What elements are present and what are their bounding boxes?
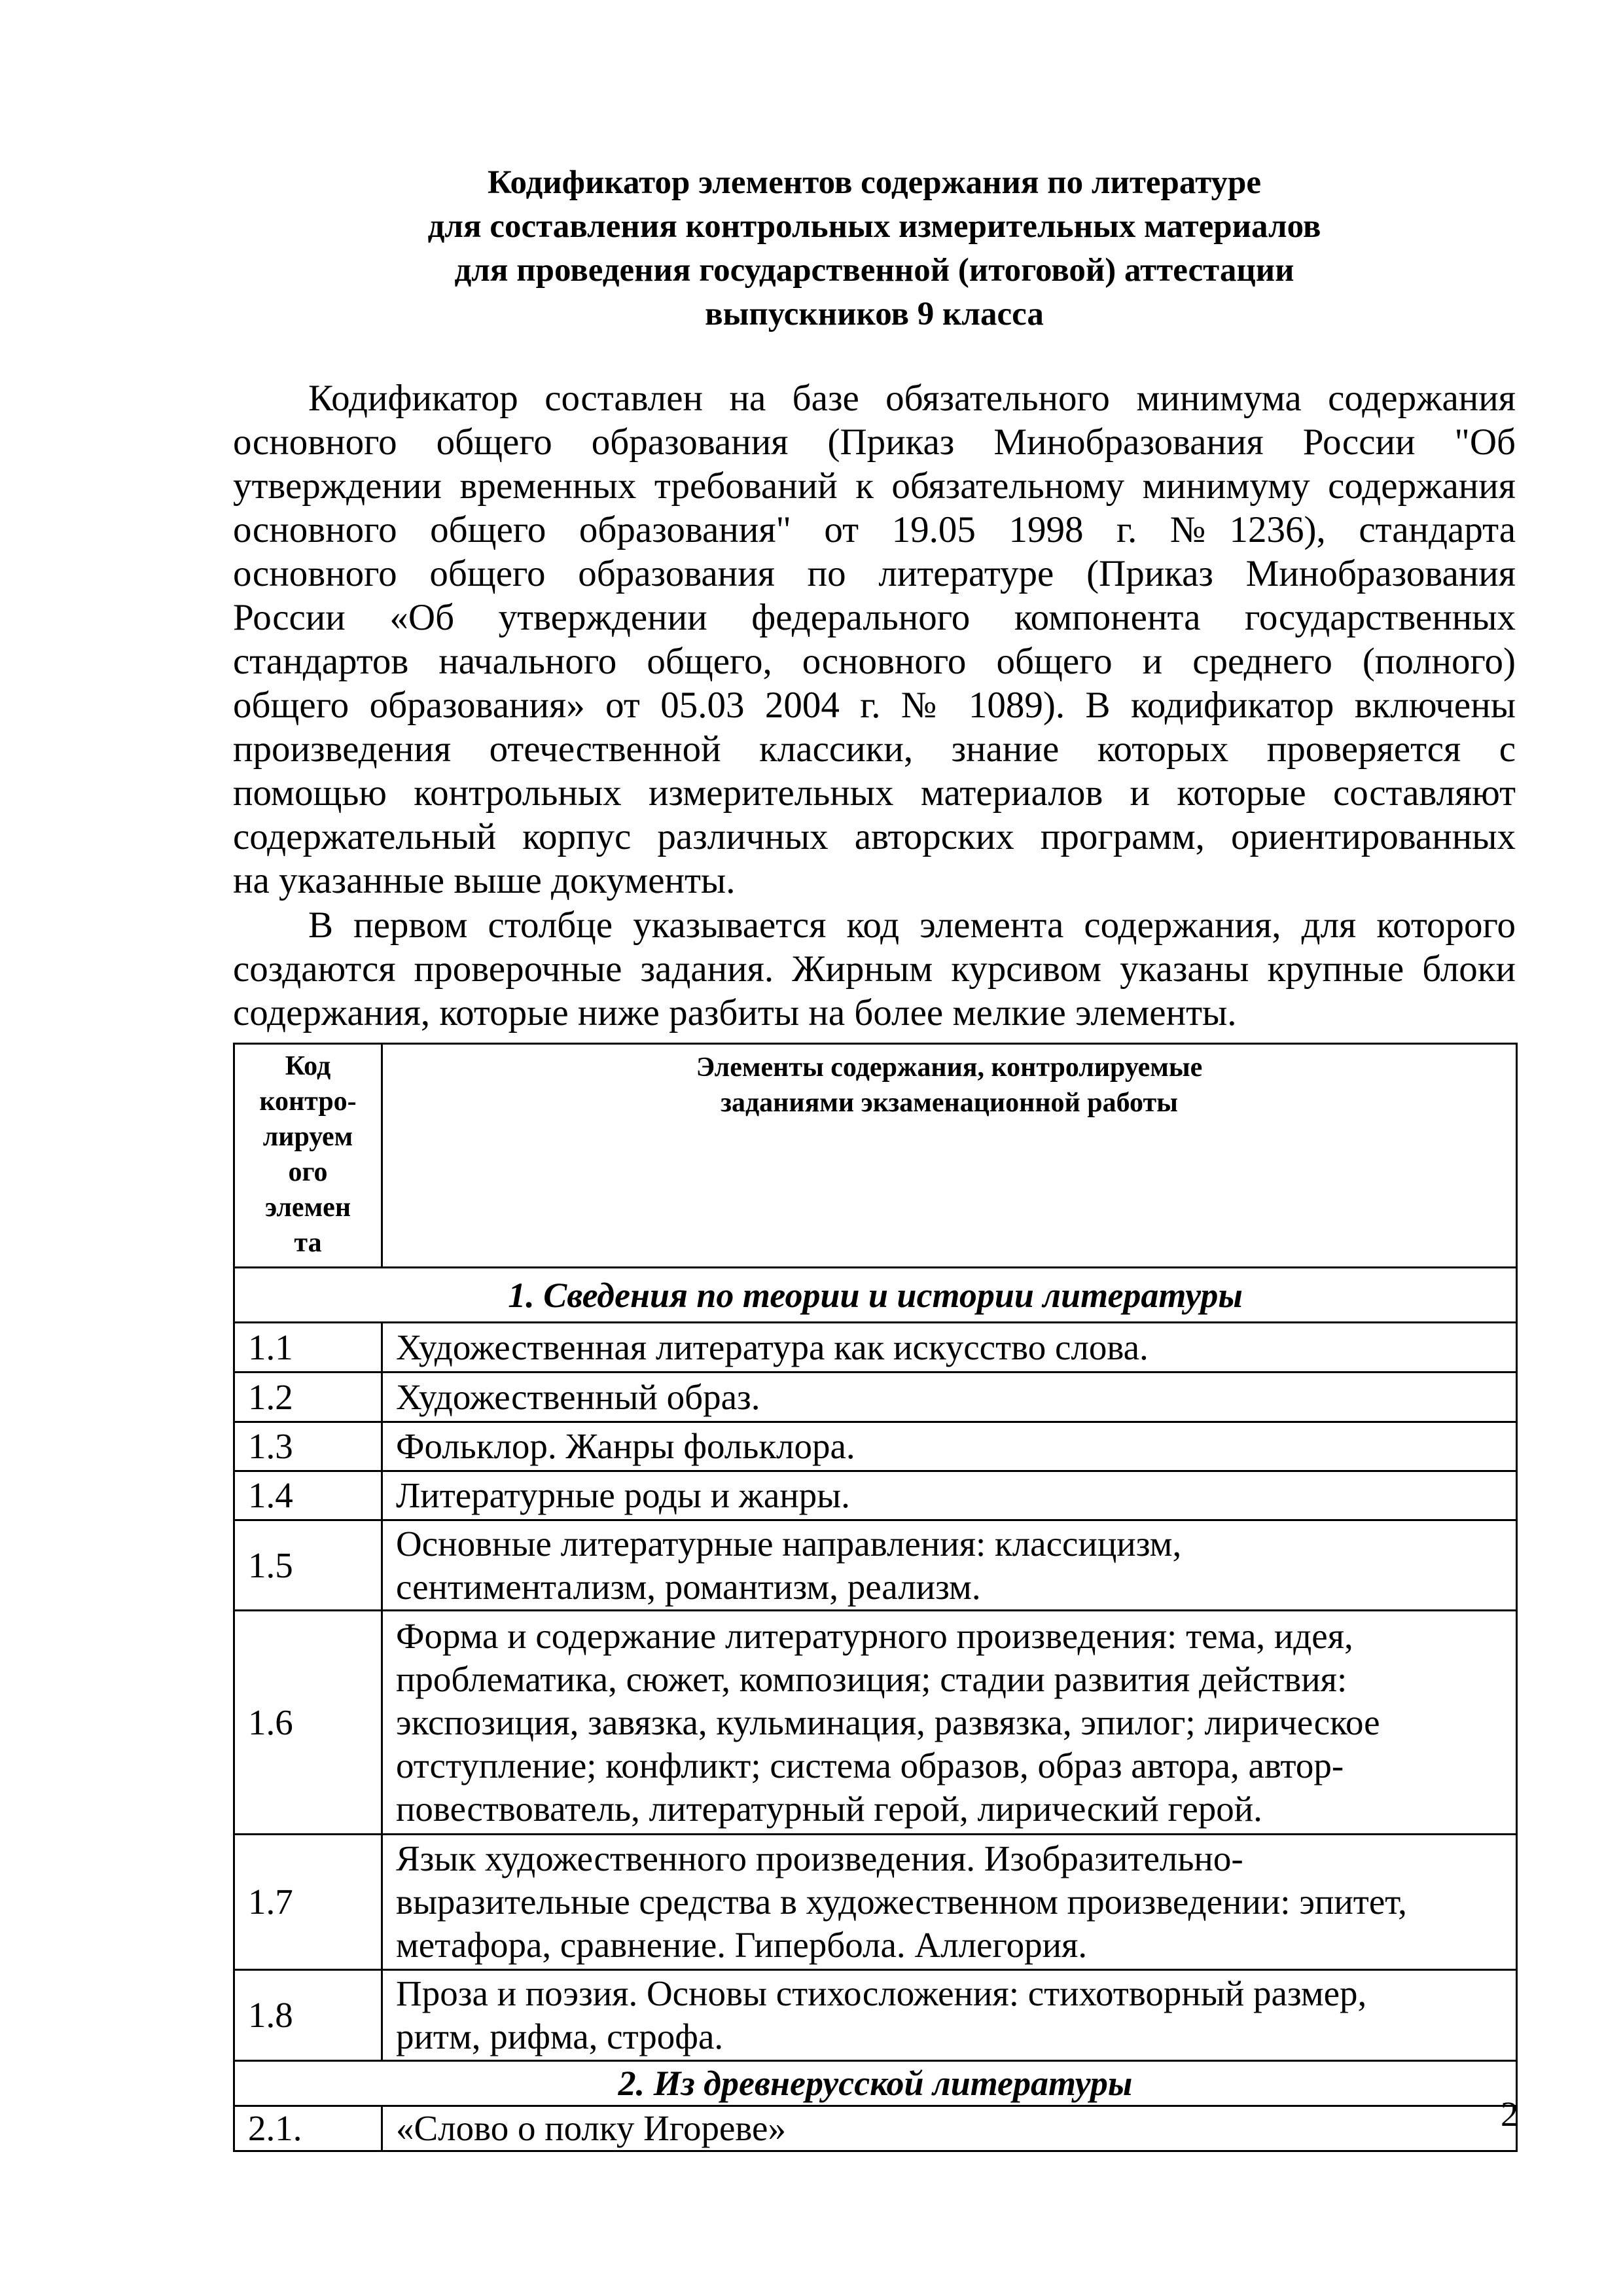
text-line: утверждении временных требований к обязательному минимуму содержания — [233, 465, 1516, 507]
text-line: Кодификатор составлен на базе обязательного минимума содержания — [308, 378, 1516, 419]
section-row — [234, 1268, 1517, 1323]
text-line: на указанные выше документы. — [233, 860, 736, 901]
text-line: содержания, которые ниже разбиты на более мелкие элементы. — [233, 992, 1237, 1033]
table-row — [234, 1471, 1517, 1520]
table-row — [234, 1323, 1517, 1372]
text-line: стандартов начального общего, основного общего и среднего (полного) — [233, 641, 1516, 682]
section-heading: 2. Из древнерусской литературы — [234, 2061, 1517, 2106]
text-line: помощью контрольных измерительных материалов и которые составляют — [233, 772, 1516, 814]
content-cell: Язык художественного произведения. Изобразительно- выразительные средства в художественном произведении: эпитет, метафора, сравнение. Гипербола. Аллегория. — [382, 1835, 1517, 1970]
title-line: для проведения государственной (итоговой) аттестации — [454, 252, 1294, 289]
title-line: для составления контрольных измерительных материалов — [427, 208, 1321, 245]
content-cell: «Слово о полку Игореве» — [382, 2106, 1517, 2151]
table-row — [234, 2106, 1517, 2151]
text-line: основного общего образования по литературе (Приказ Минобразования — [233, 553, 1516, 594]
page-number: 2 — [1501, 2094, 1518, 2134]
table-row — [234, 1372, 1517, 1422]
table-row — [234, 1422, 1517, 1471]
code-cell: 1.4 — [234, 1471, 382, 1520]
table-row — [234, 1835, 1517, 1970]
text-line: содержательный корпус различных авторских программ, ориентированных — [233, 816, 1516, 857]
text-line: России «Об утверждении федерального компонента государственных — [233, 597, 1516, 638]
intro-paragraph-1 — [233, 376, 1516, 903]
code-cell: 1.6 — [234, 1611, 382, 1835]
text-line: В первом столбце указывается код элемента содержания, для которого — [308, 905, 1516, 946]
code-cell: 2.1. — [234, 2106, 382, 2151]
table-row — [234, 1970, 1517, 2061]
code-cell: 1.1 — [234, 1323, 382, 1372]
content-cell: Художественный образ. — [382, 1372, 1517, 1422]
table-row — [234, 1611, 1517, 1835]
header-code-cell: Код контро- лируем ого элемен та — [234, 1044, 382, 1268]
content-cell: Литературные роды и жанры. — [382, 1471, 1517, 1520]
text-line: общего образования» от 05.03 2004 г. № 1089). В кодификатор включены — [233, 685, 1516, 726]
code-cell: 1.7 — [234, 1835, 382, 1970]
content-cell: Художественная литература как искусство слова. — [382, 1323, 1517, 1372]
text-line: создаются проверочные задания. Жирным курсивом указаны крупные блоки — [233, 948, 1516, 990]
text-line: основного общего образования" от 19.05 1998 г. №1236), стандарта — [233, 509, 1516, 550]
section-row — [234, 2061, 1517, 2106]
content-cell: Проза и поэзия. Основы стихосложения: стихотворный размер, ритм, рифма, строфа. — [382, 1970, 1517, 2061]
header-elements-cell: Элементы содержания, контролируемые заданиями экзаменационной работы — [382, 1044, 1517, 1268]
table-row — [234, 1520, 1517, 1611]
text-line: основного общего образования (Приказ Минобразования России "Об — [233, 422, 1516, 463]
title-line: Кодификатор элементов содержания по литературе — [488, 164, 1261, 201]
title-line: выпускников 9 класса — [705, 296, 1044, 332]
content-cell: Фольклор. Жанры фольклора. — [382, 1422, 1517, 1471]
document-title — [233, 161, 1516, 336]
content-cell: Основные литературные направления: классицизм, сентиментализм, романтизм, реализм. — [382, 1520, 1517, 1611]
code-cell: 1.2 — [234, 1372, 382, 1422]
table-header-row — [234, 1044, 1517, 1268]
codifier-table — [233, 1043, 1518, 2152]
code-cell: 1.3 — [234, 1422, 382, 1471]
content-cell: Форма и содержание литературного произведения: тема, идея, проблематика, сюжет, композиция; стадии развития действия: экспозиция, завязка, кульминация, развязка, эпилог; лирическое отступление; конфликт; система образов, образ автора, автор- повествователь, литературный герой, лирический герой. — [382, 1611, 1517, 1835]
intro-paragraph-2 — [233, 903, 1516, 1035]
code-cell: 1.5 — [234, 1520, 382, 1611]
text-line: произведения отечественной классики, знание которых проверяется с — [233, 728, 1516, 770]
section-heading: 1. Сведения по теории и истории литературы — [234, 1268, 1517, 1323]
code-cell: 1.8 — [234, 1970, 382, 2061]
